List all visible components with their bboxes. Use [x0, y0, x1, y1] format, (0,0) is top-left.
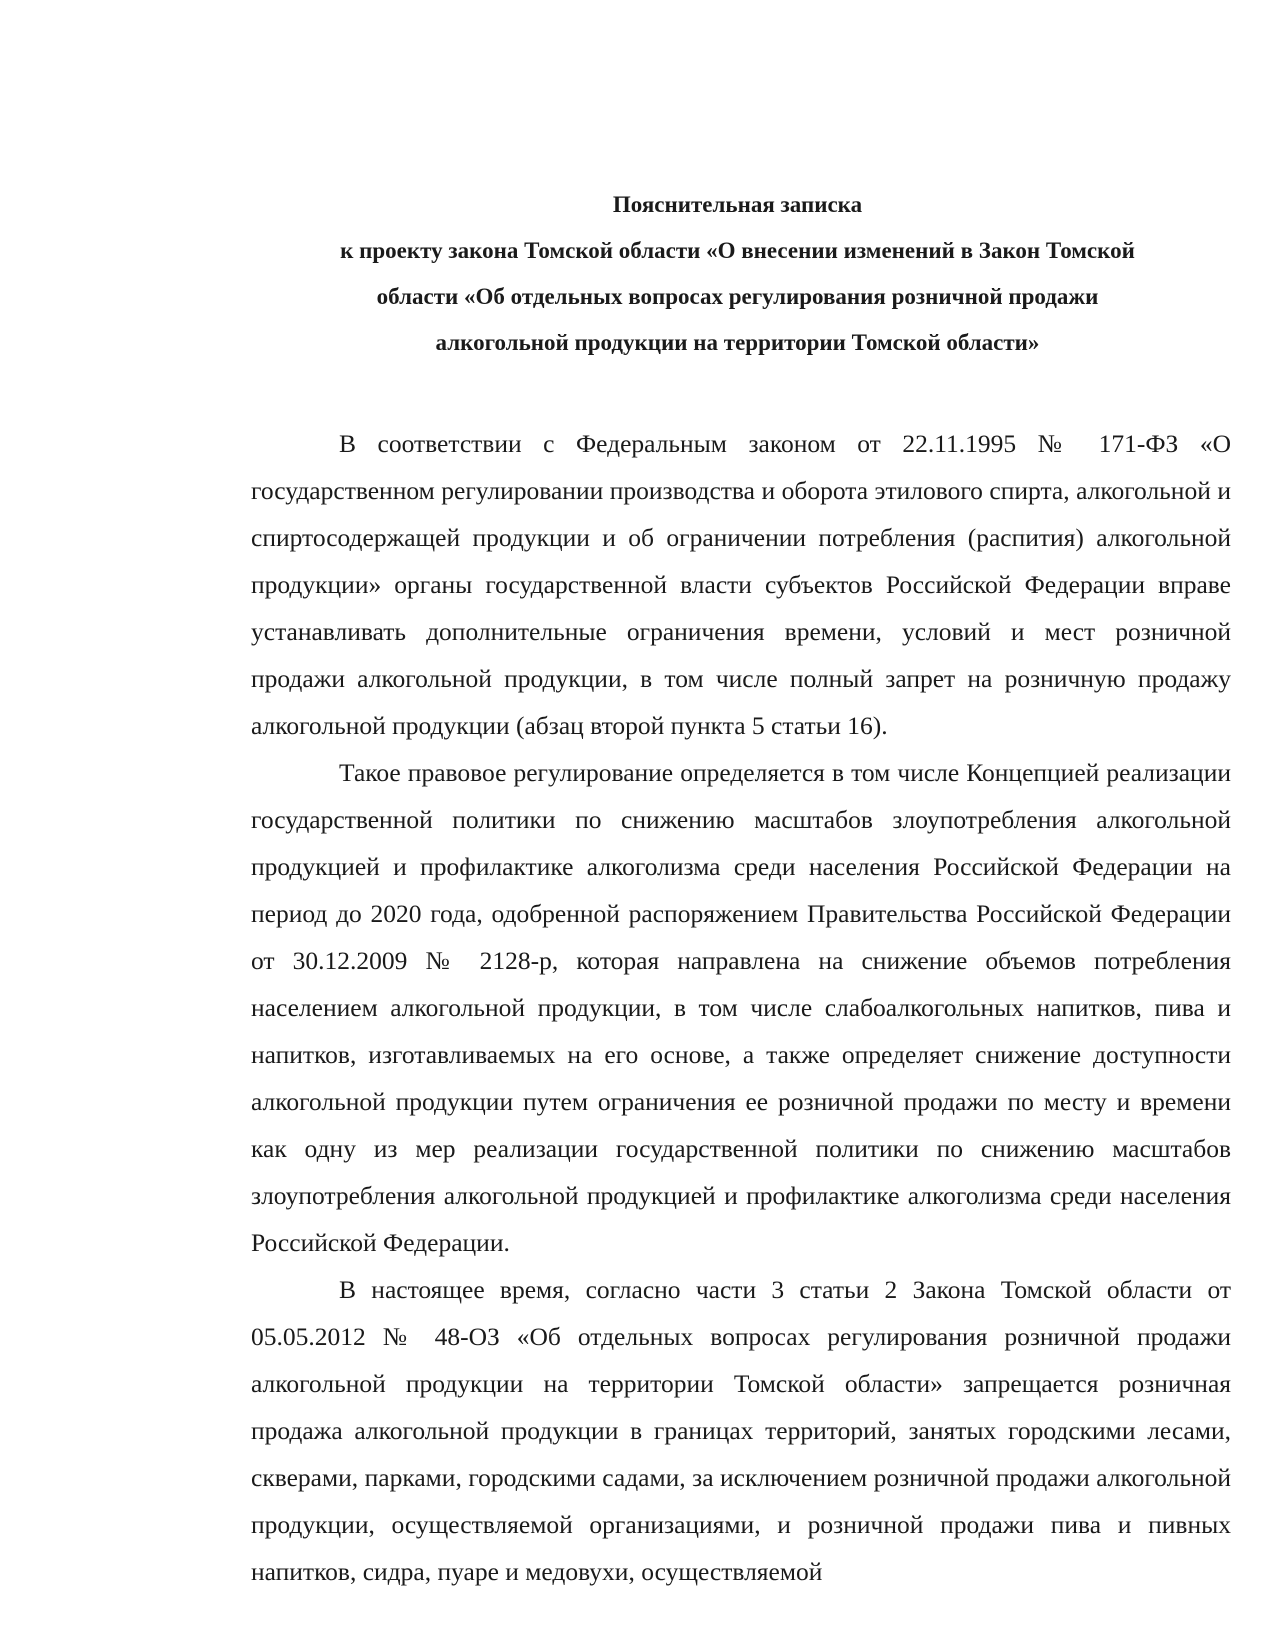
- title-line: области «Об отдельных вопросах регулирования розничной продажи: [376, 284, 1099, 309]
- title-line: алкогольной продукции на территории Томской области»: [435, 330, 1040, 355]
- document-body: [251, 420, 1231, 1595]
- body-paragraph: В соответствии с Федеральным законом от 22.11.1995 № 171-ФЗ «О государственном регулировании производства и оборота этилового спирта, алкогольной и спиртосодержащей продукции и об ограничении потребления (распития) алкогольной продукции» органы государственной власти субъектов Российской Федерации вправе устанавливать дополнительные ограничения времени, условий и мест розничной продажи алкогольной продукции, в том числе полный запрет на розничную продажу алкогольной продукции (абзац второй пункта 5 статьи 16).: [251, 429, 1231, 740]
- document-title: [245, 182, 1230, 366]
- body-paragraph: Такое правовое регулирование определяется в том числе Концепцией реализации государственной политики по снижению масштабов злоупотребления алкогольной продукцией и профилактике алкоголизма среди населения Российской Федерации на период до 2020 года, одобренной распоряжением Правительства Российской Федерации от 30.12.2009 № 2128-р, которая направлена на снижение объемов потребления населением алкогольной продукции, в том числе слабоалкогольных напитков, пива и напитков, изготавливаемых на его основе, а также определяет снижение доступности алкогольной продукции путем ограничения ее розничной продажи по месту и времени как одну из мер реализации государственной политики по снижению масштабов злоупотребления алкогольной продукцией и профилактике алкоголизма среди населения Российской Федерации.: [251, 758, 1231, 1257]
- title-line: к проекту закона Томской области «О внесении изменений в Закон Томской: [340, 238, 1135, 263]
- body-paragraph: В настоящее время, согласно части 3 статьи 2 Закона Томской области от 05.05.2012 № 48-ОЗ «Об отдельных вопросах регулирования розничной продажи алкогольной продукции на территории Томской области» запрещается розничная продажа алкогольной продукции в границах территорий, занятых городскими лесами, скверами, парками, городскими садами, за исключением розничной продажи алкогольной продукции, осуществляемой организациями, и розничной продажи пива и пивных напитков, сидра, пуаре и медовухи, осуществляемой: [251, 1275, 1231, 1586]
- title-line: Пояснительная записка: [612, 192, 863, 217]
